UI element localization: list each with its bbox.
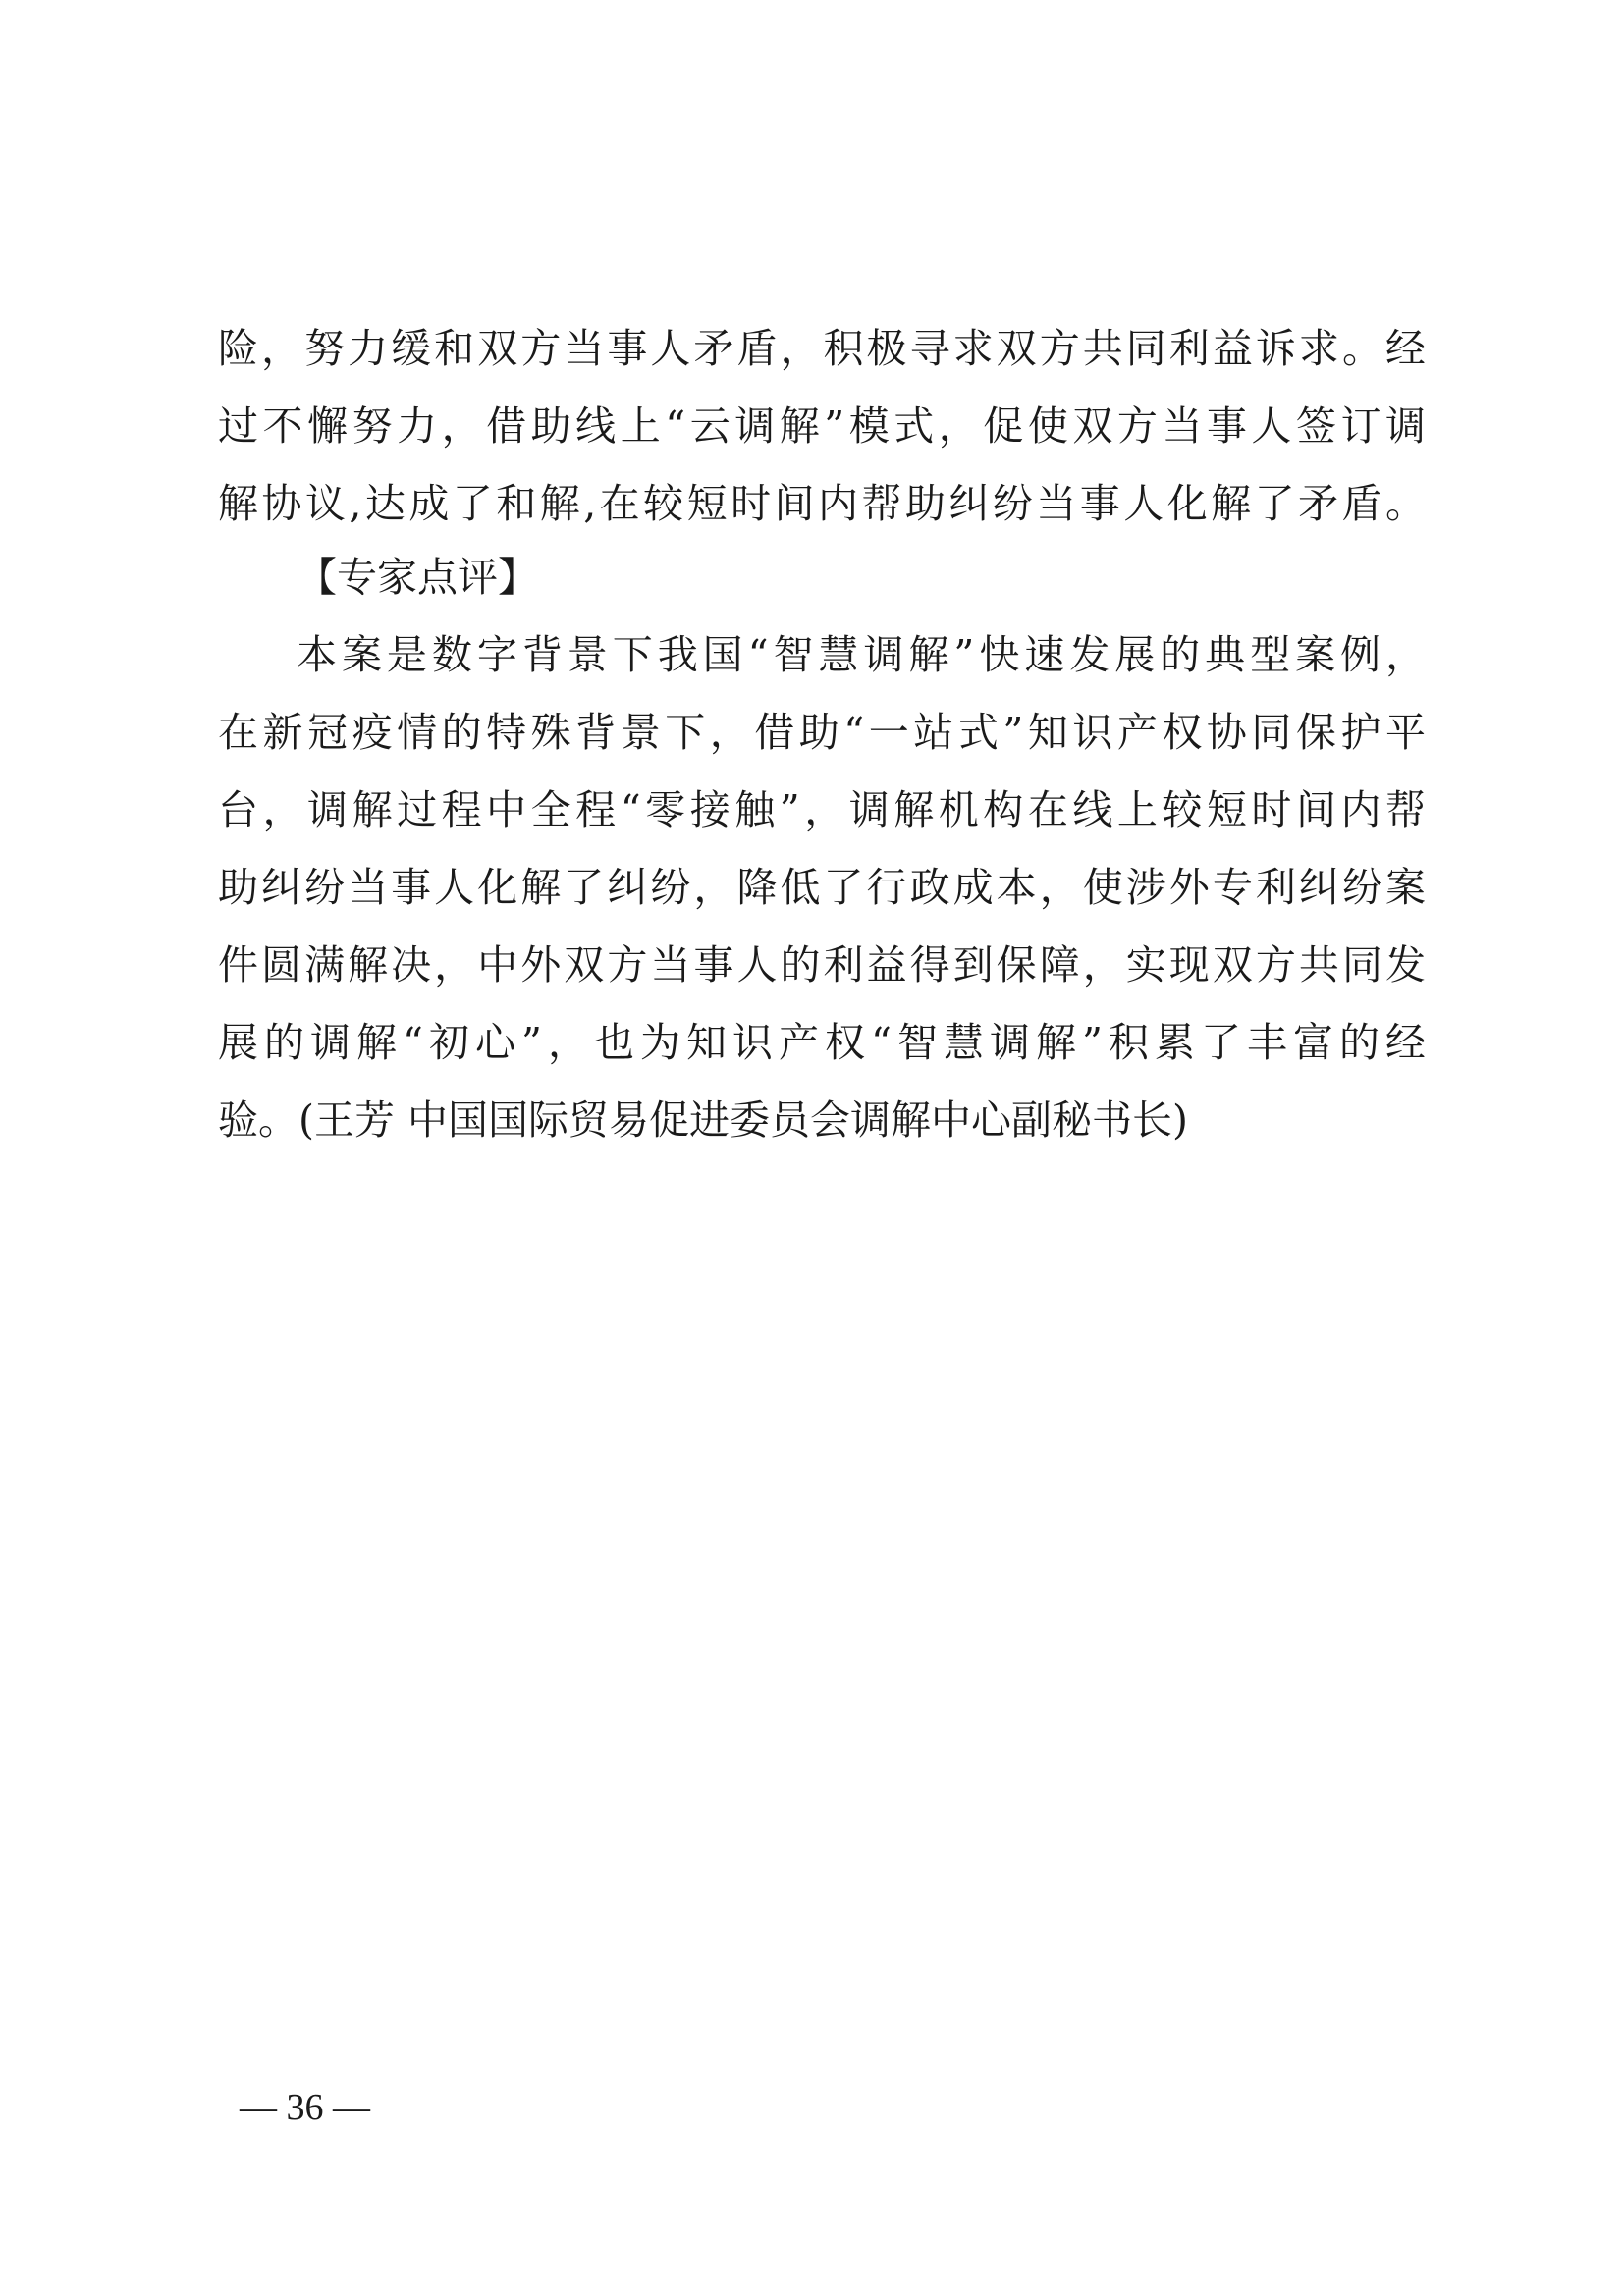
paragraph-line: 展的调解“初心”，也为知识产权“智慧调解”积累了丰富的经 [218, 1019, 1426, 1066]
paragraph-line: 在新冠疫情的特殊背景下，借助“一站式”知识产权协同保护平 [218, 709, 1426, 756]
paragraph-line: 险，努力缓和双方当事人矛盾，积极寻求双方共同利益诉求。经 [218, 325, 1426, 372]
section-heading: 【专家点评】 [297, 554, 538, 601]
paragraph-line: 本案是数字背景下我国“智慧调解”快速发展的典型案例， [297, 631, 1426, 678]
paragraph-line: 件圆满解决，中外双方当事人的利益得到保障，实现双方共同发 [218, 941, 1426, 988]
paragraph-line: 助纠纷当事人化解了纠纷，降低了行政成本，使涉外专利纠纷案 [218, 864, 1426, 911]
paragraph-line: 台，调解过程中全程“零接触”，调解机构在线上较短时间内帮 [218, 786, 1426, 833]
page-number: — 36 — [240, 2087, 370, 2128]
paragraph-line: 过不懈努力，借助线上“云调解”模式，促使双方当事人签订调 [218, 402, 1426, 450]
paragraph-line: 解协议,达成了和解,在较短时间内帮助纠纷当事人化解了矛盾。 [218, 480, 1426, 527]
paragraph-line: 验。(王芳 中国国际贸易促进委员会调解中心副秘书长) [218, 1096, 1189, 1144]
